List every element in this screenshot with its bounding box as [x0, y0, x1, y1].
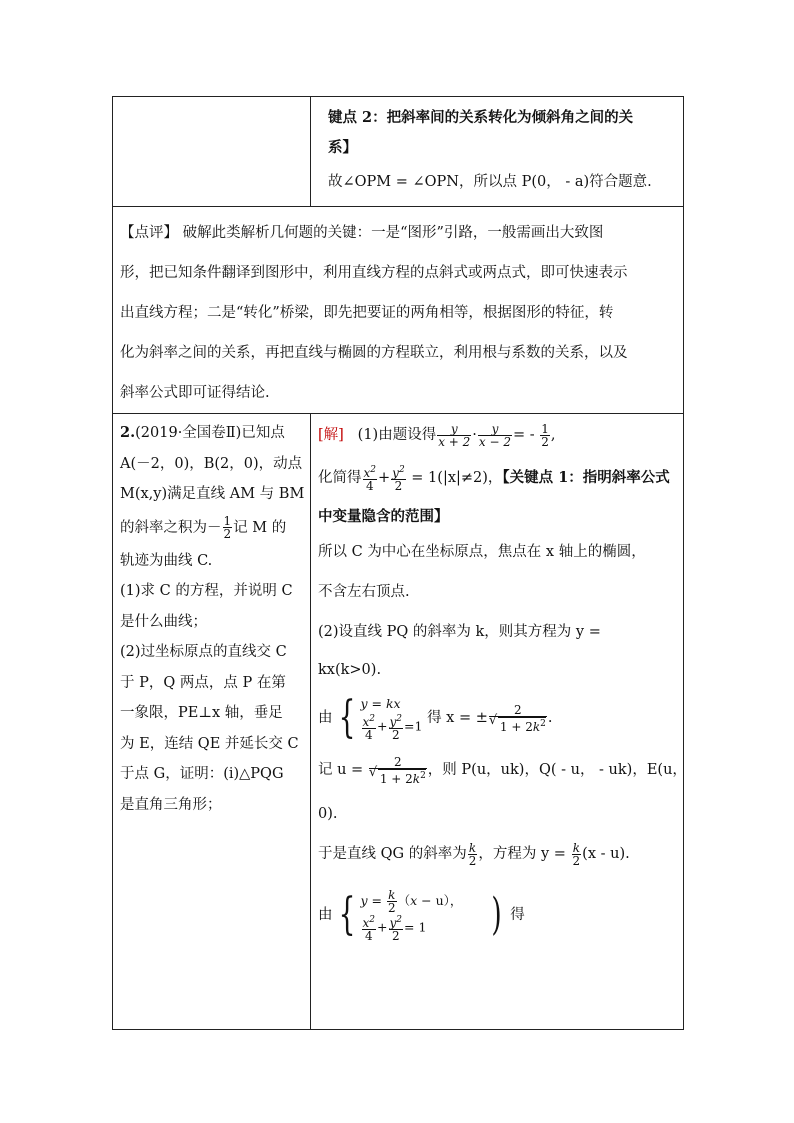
fraction-denominator: 2	[223, 527, 232, 541]
ellipse-term: $\frac{y^2}{2}$	[392, 465, 405, 493]
problem-line: 为 E，连结 QE 并延长交 C	[120, 735, 299, 752]
problem-line	[120, 418, 310, 449]
comment-line: 化为斜率之间的关系，再把直线与椭圆的方程联立，利用根与系数的关系，以及	[120, 345, 628, 361]
problem-number: 2.	[120, 424, 136, 441]
slope-fraction: $\frac{y}{x - 2}$	[478, 421, 511, 449]
solution-text: ，则 P(u，uk)，Q( - u， - uk)，E(u，	[427, 762, 687, 778]
content-table	[112, 96, 687, 1030]
empty-cell	[113, 97, 311, 207]
solution-line: 不含左右顶点.	[318, 584, 410, 600]
k-half-fraction: $\frac{k}{2}$	[572, 840, 581, 868]
solution-text: ,	[550, 427, 556, 443]
problem-line: 是直角三角形；	[120, 796, 222, 813]
fraction-numerator: 1	[223, 514, 232, 528]
u-fraction: 2 √ $1 + 2k^2$	[369, 756, 427, 785]
slope-fraction: $\frac{y}{x + 2}$	[438, 421, 471, 449]
key-point-1: 【关键点 1：指明斜率公式	[502, 469, 670, 486]
solution-text: = -	[513, 427, 540, 443]
problem-line: M(x,y)满足直线 AM 与 BM	[120, 486, 305, 502]
equation-system: y = $\frac{k}{2}$ （x − u）， $\frac{x^2}{4}$ + $\frac{y^2}{2}$ = 1	[360, 887, 463, 943]
problem-text: (2019·全国卷Ⅱ)已知点	[135, 425, 285, 441]
conclusion-text: 故∠OPM = ∠OPN，所以点 P(0， - a)符合题意.	[328, 174, 652, 190]
problem-cell	[113, 414, 311, 1030]
comment-line: 斜率公式即可证得结论.	[120, 385, 270, 401]
document-page	[112, 96, 687, 1023]
solution-line	[318, 830, 683, 878]
solution-tag: [解]	[318, 427, 344, 443]
solution-line: (2)设直线 PQ 的斜率为 k，则其方程为 y =	[318, 624, 601, 640]
solution-text: 于是直线 QG 的斜率为	[318, 846, 467, 862]
problem-line: 一象限，PE⊥x 轴，垂足	[120, 705, 283, 721]
problem-line: (1)求 C 的方程，并说明 C	[120, 583, 293, 599]
problem-line: (2)过坐标原点的直线交 C	[120, 644, 287, 660]
k-half-fraction: $\frac{k}{2}$	[468, 840, 477, 868]
root-fraction: 2 √ $1 + 2k^2$	[489, 704, 547, 733]
solution-text: 得 x = ±	[427, 710, 488, 726]
solution-text: 由	[318, 710, 333, 726]
problem-text: 记 M 的	[233, 519, 287, 536]
right-brace: )	[491, 889, 503, 940]
problem-line: 是什么曲线；	[120, 613, 207, 630]
comment-line: 出直线方程；二是“转化”桥梁，即先把要证的两角相等，根据图形的特征，转	[120, 305, 614, 321]
solution-line: 0).	[318, 806, 338, 822]
solution-cell	[311, 414, 687, 1030]
problem-text: 的斜率之积为－	[120, 519, 222, 536]
solution-text: = 1(|x|≠2)，	[406, 470, 503, 486]
key-point-text-end: 系】	[328, 139, 357, 156]
solution-line	[318, 748, 687, 798]
left-brace: {	[338, 889, 355, 940]
comment-line: 【点评】 破解此类解析几何题的关键：一是“图形”引路，一般需画出大致图	[120, 225, 604, 241]
problem-line: 于 P，Q 两点，点 P 在第	[120, 674, 286, 691]
solution-line	[318, 878, 683, 952]
table-row	[113, 207, 684, 414]
ellipse-term: $\frac{x^2}{4}$	[363, 465, 377, 493]
solution-text: ，方程为 y =	[478, 846, 571, 862]
solution-continuation-cell	[311, 97, 684, 207]
solution-text: 由	[318, 907, 333, 923]
problem-line: 于点 G，证明：(ⅰ)△PQG	[120, 766, 284, 782]
solution-line: 化简得 $\frac{x^2}{4}$ + $\frac{y^2}{2}$ = 1(|x|≠2)，【关键点 1：指明斜率公式	[318, 465, 670, 493]
half-fraction: $\frac{1}{2}$	[541, 421, 549, 449]
solution-line: kx(k>0).	[318, 662, 382, 678]
solution-line: 由 { y = kx $\frac{x^2}{4}$ + $\frac{y^2}{2}$ =1 得 x = ± 2 √ $1 + 2k^2$ .	[318, 688, 683, 748]
left-brace: {	[338, 692, 355, 743]
solution-line: 所以 C 为中心在坐标原点，焦点在 x 轴上的椭圆，	[318, 544, 646, 560]
problem-line: 轨迹为曲线 C.	[120, 552, 213, 569]
table-row	[113, 97, 684, 207]
problem-line: A(－2，0)，B(2，0)，动点	[120, 455, 303, 472]
solution-line: [解] (1)由题设得 $\frac{y}{x + 2}$ · $\frac{y}{x - 2}$ = - $\frac{1}{2}$ ,	[318, 421, 556, 449]
key-point-1-end: 中变量隐含的范围】	[318, 508, 449, 525]
comment-line: 形，把已知条件翻译到图形中，利用直线方程的点斜式或两点式，即可快速表示	[120, 265, 628, 281]
solution-text: 得	[510, 907, 525, 923]
equation-system: y = kx $\frac{x^2}{4}$ + $\frac{y^2}{2}$ =1	[360, 696, 423, 742]
problem-line	[120, 510, 310, 546]
table-row	[113, 414, 684, 1030]
solution-text: (x - u).	[582, 846, 630, 862]
solution-text: 记 u =	[318, 762, 368, 778]
comment-cell	[113, 207, 684, 414]
solution-text: 化简得	[318, 470, 362, 486]
key-point-text: 键点 2：把斜率间的关系转化为倾斜角之间的关	[328, 109, 634, 126]
solution-text: (1)由题设得	[357, 427, 437, 443]
